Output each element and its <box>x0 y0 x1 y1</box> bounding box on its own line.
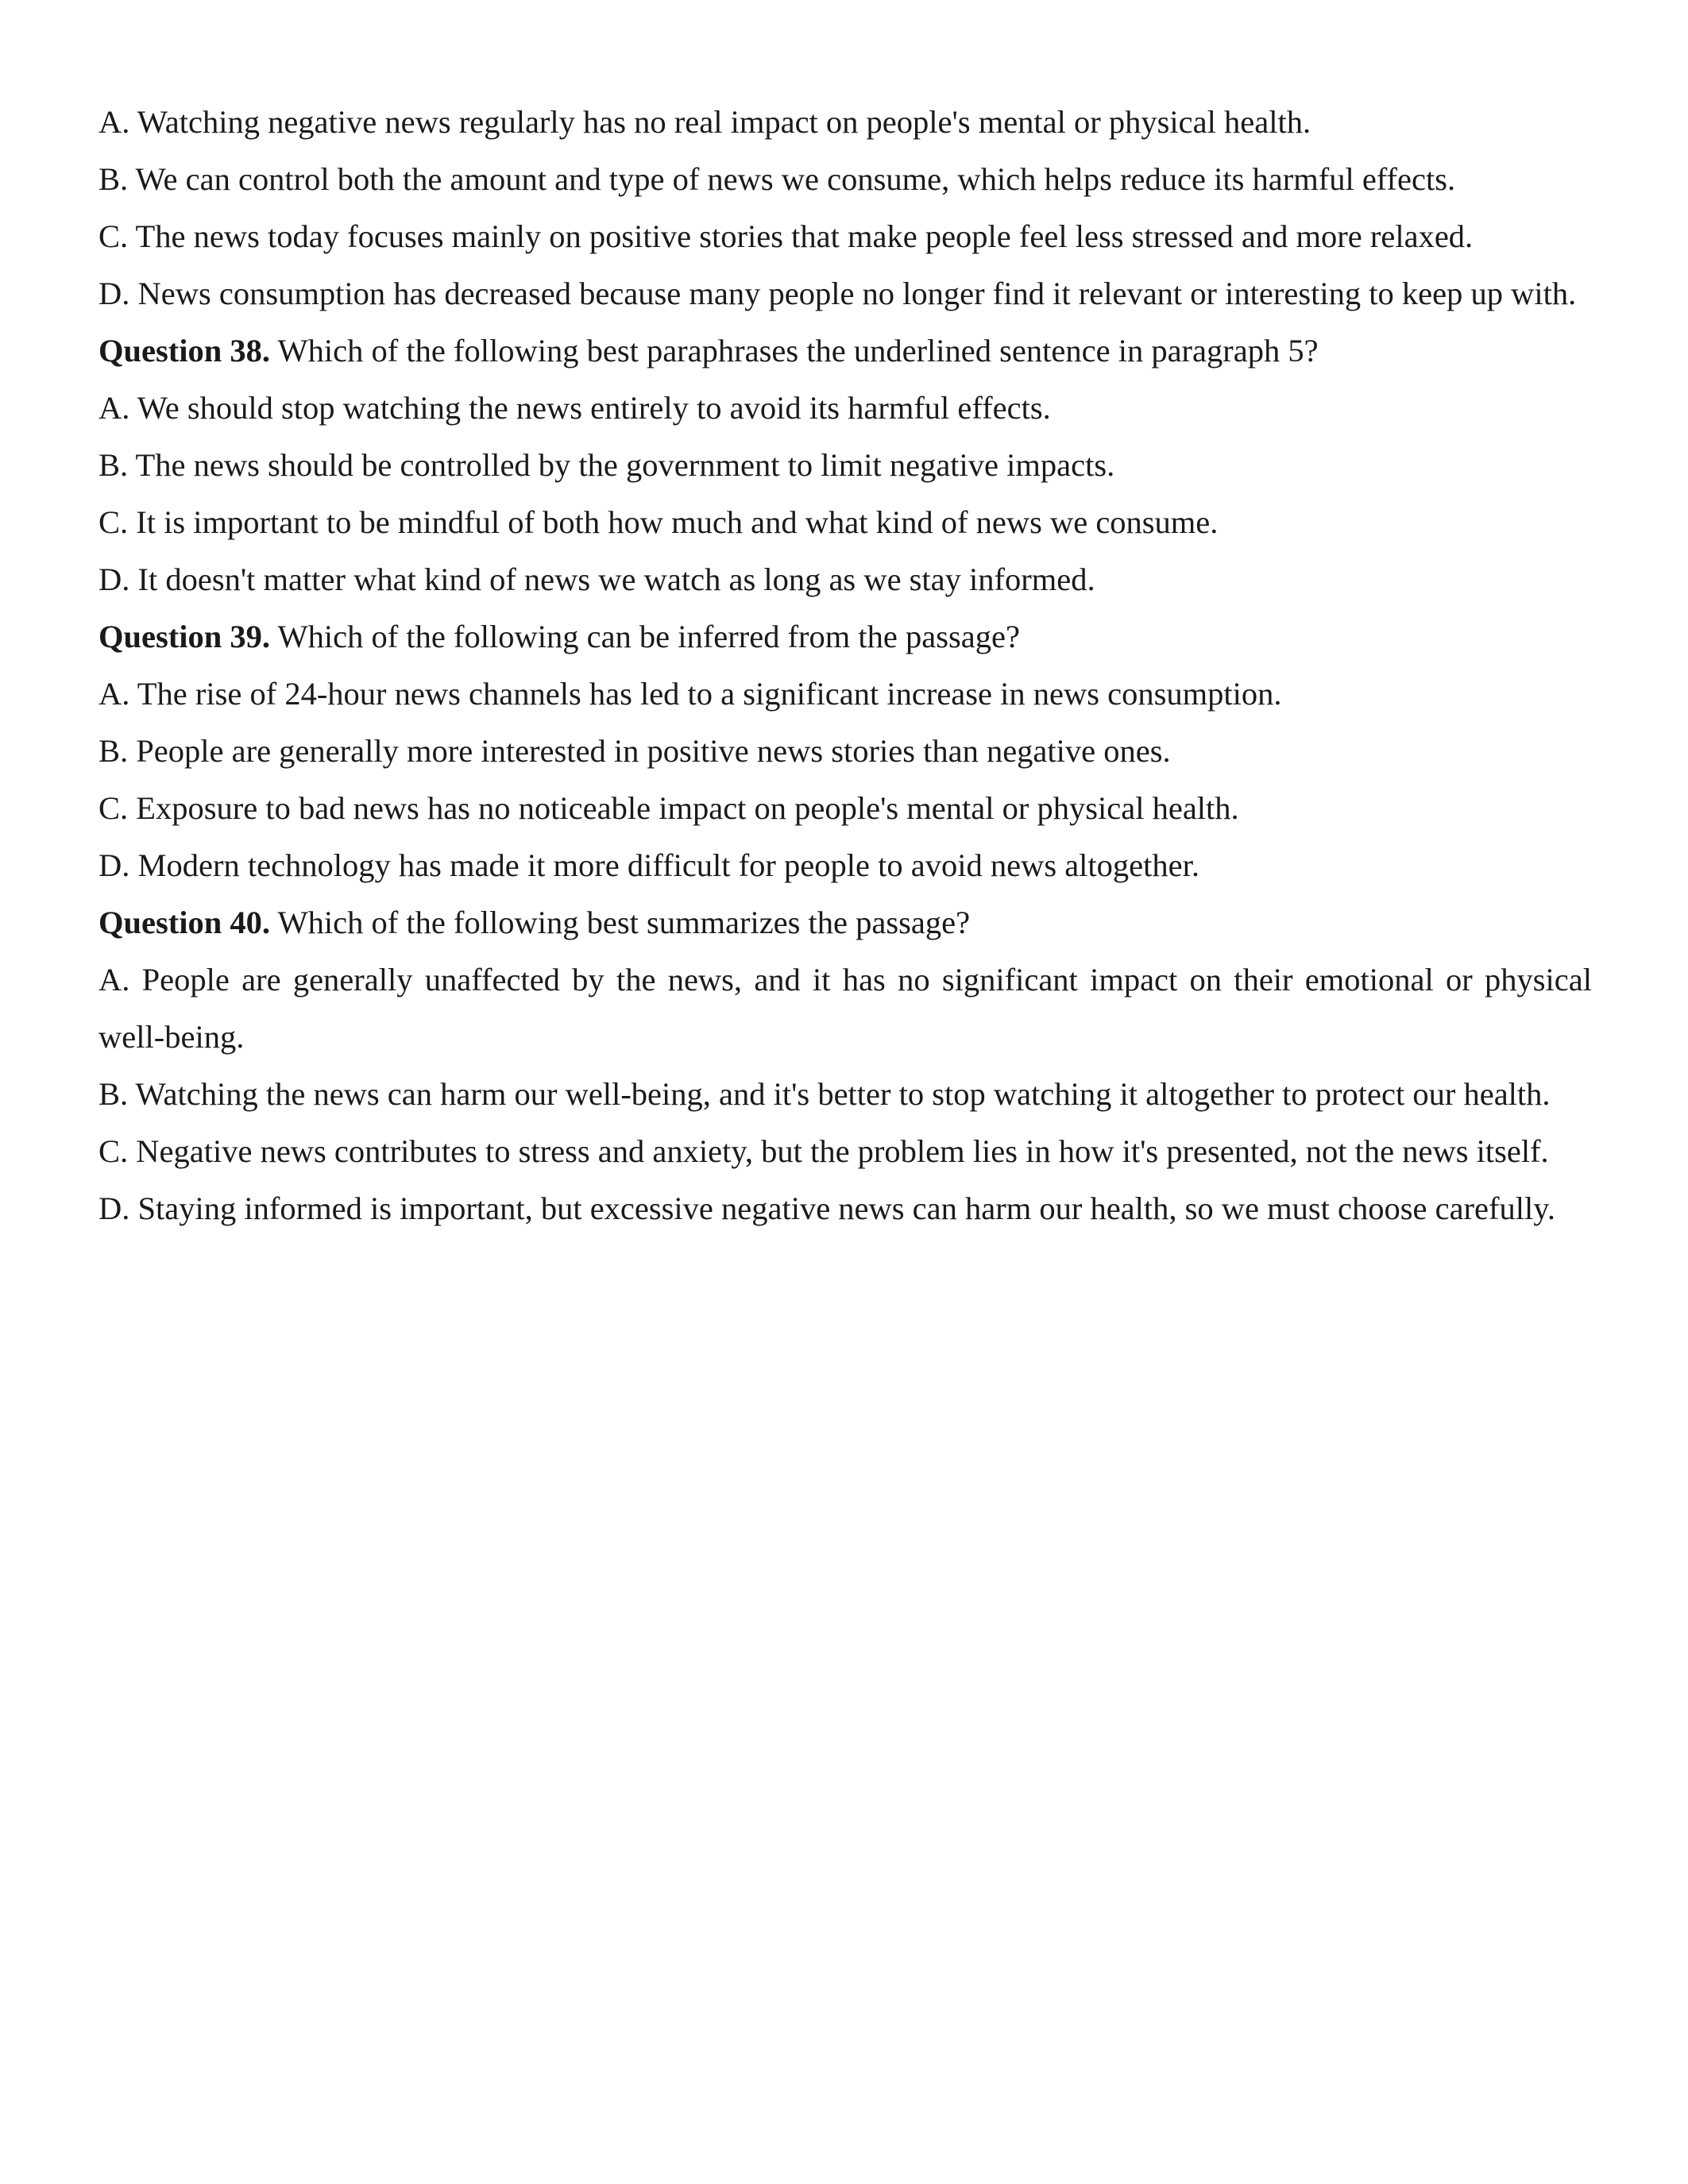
option-c: C. The news today focuses mainly on positive stories that make people feel less stressed and more relaxed. <box>98 218 1474 254</box>
option-b: B. We can control both the amount and type of news we consume, which helps reduce its harmful effects. <box>98 161 1456 197</box>
option-c: C. Negative news contributes to stress and anxiety, but the problem lies in how it's presented, not the news itself. <box>98 1133 1549 1169</box>
question-label: Question 40. <box>98 905 271 940</box>
question-40 <box>98 894 1592 1237</box>
question-stem <box>98 322 1592 380</box>
option-b: B. The news should be controlled by the government to limit negative impacts. <box>98 447 1115 483</box>
option-a: A. Watching negative news regularly has no real impact on people's mental or physical health. <box>98 104 1311 140</box>
question-37-options <box>98 94 1592 322</box>
option-c: C. It is important to be mindful of both how much and what kind of news we consume. <box>98 504 1219 540</box>
question-text: Which of the following can be inferred from the passage? <box>277 619 1020 654</box>
option-a: A. We should stop watching the news entirely to avoid its harmful effects. <box>98 390 1051 426</box>
option-d: D. Modern technology has made it more difficult for people to avoid news altogether. <box>98 847 1200 883</box>
option-d: D. It doesn't matter what kind of news we watch as long as we stay informed. <box>98 561 1095 597</box>
option-c: C. Exposure to bad news has no noticeable impact on people's mental or physical health. <box>98 790 1239 826</box>
option-b: B. Watching the news can harm our well-being, and it's better to stop watching it altogether to protect our health. <box>98 1076 1551 1112</box>
option-b: B. People are generally more interested in positive news stories than negative ones. <box>98 733 1171 769</box>
question-label: Question 38. <box>98 333 271 369</box>
question-label: Question 39. <box>98 619 271 654</box>
question-text: Which of the following best summarizes the passage? <box>277 905 971 940</box>
option-d: D. Staying informed is important, but excessive negative news can harm our health, so we must choose carefully. <box>98 1190 1556 1226</box>
option-a: A. The rise of 24-hour news channels has led to a significant increase in news consumption. <box>98 676 1282 712</box>
option-d: D. News consumption has decreased because many people no longer find it relevant or interesting to keep up with. <box>98 276 1577 311</box>
document-page <box>98 94 1592 1237</box>
question-stem <box>98 894 1592 951</box>
question-text: Which of the following best paraphrases the underlined sentence in paragraph 5? <box>277 333 1319 369</box>
question-39 <box>98 608 1592 894</box>
option-a: A. People are generally unaffected by the news, and it has no significant impact on their emotional or physical well-being. <box>98 962 1592 1055</box>
question-38 <box>98 322 1592 608</box>
question-stem <box>98 608 1592 666</box>
